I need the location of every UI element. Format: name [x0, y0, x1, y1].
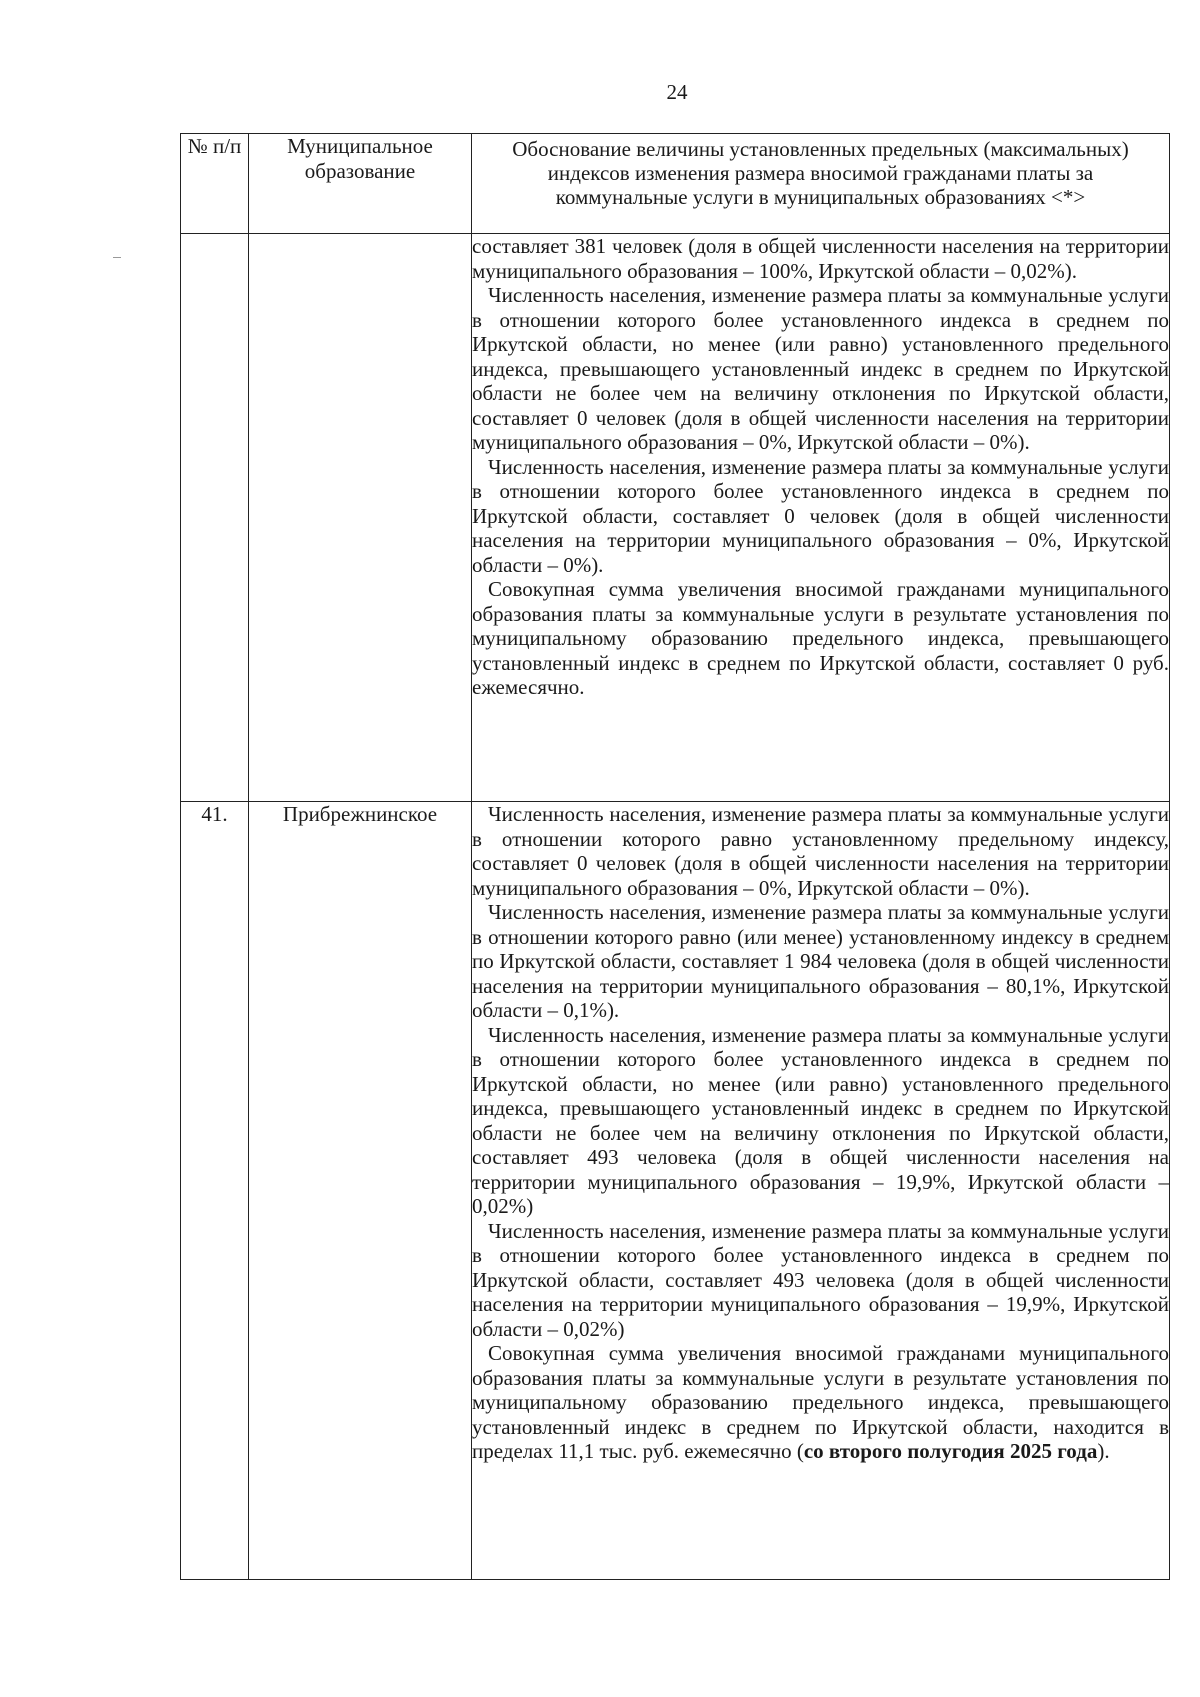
paragraph: Численность населения, изменение размера платы за коммунальные услуги в отношении которого более установленного индекса в среднем по Иркутской области, составляет 0 человек (доля в общей численности населения на территории муниципального образования – 0%, Иркутской области – 0%). — [472, 454, 1169, 577]
paragraph: составляет 381 человек (доля в общей численности населения на территории муниципального образования – 100%, Иркутской области – 0,02%). — [472, 234, 1169, 283]
table-header-row — [181, 134, 1170, 234]
row-num: 41. — [181, 802, 249, 1580]
total-text: Совокупная сумма увеличения вносимой гражданами муниципального образования платы за коммунальные услуги в результате установления по муниципальному образованию предельного индекса, превышающего установленный индекс в среднем по Иркутской области, находится в пределах 11,1 тыс. руб. ежемесячно ( — [472, 1341, 1169, 1463]
header-num: № п/п — [181, 134, 249, 234]
table-row — [181, 802, 1170, 1580]
header-justification: Обоснование величины установленных предельных (максимальных) индексов изменения размера вносимой гражданами платы за коммунальные услуги в муниципальных образованиях <*> — [472, 134, 1170, 234]
paragraph: Численность населения, изменение размера платы за коммунальные услуги в отношении которого равно установленному предельному индексу, составляет 0 человек (доля в общей численности населения на территории муниципального образования – 0%, Иркутской области – 0%). — [472, 802, 1169, 900]
total-period-bold: со второго полугодия 2025 года — [803, 1439, 1098, 1463]
paragraph-total — [472, 1341, 1169, 1464]
row-num — [181, 234, 249, 802]
paragraph: Численность населения, изменение размера платы за коммунальные услуги в отношении которого равно (или менее) установленному индексу в среднем по Иркутской области, составляет 1 984 человека (доля в общей численности населения на территории муниципального образования – 80,1%, Иркутской области – 0,1%). — [472, 900, 1169, 1022]
header-municipality: Муниципальное образование — [249, 134, 472, 234]
scan-mark — [113, 257, 121, 258]
paragraph: Численность населения, изменение размера платы за коммунальные услуги в отношении которого более установленного индекса в среднем по Иркутской области, но менее (или равно) установленного предельного индекса, превышающего установленный индекс в среднем по Иркутской области не более чем на величину отклонения по Иркутской области, составляет 493 человека (доля в общей численности населения на территории муниципального образования – 19,9%, Иркутской области – 0,02%) — [472, 1022, 1169, 1218]
paragraph: Численность населения, изменение размера платы за коммунальные услуги в отношении которого более установленного индекса в среднем по Иркутской области, но менее (или равно) установленного предельного индекса, превышающего установленный индекс в среднем по Иркутской области не более чем на величину отклонения по Иркутской области, составляет 0 человек (доля в общей численности населения на территории муниципального образования – 0%, Иркутской области – 0%). — [472, 283, 1169, 454]
justification-table — [180, 133, 1170, 1580]
paragraph: Численность населения, изменение размера платы за коммунальные услуги в отношении которого более установленного индекса в среднем по Иркутской области, составляет 493 человека (доля в общей численности населения на территории муниципального образования – 19,9%, Иркутской области – 0,02%) — [472, 1218, 1169, 1341]
row-municipality — [249, 234, 472, 802]
paragraph: Совокупная сумма увеличения вносимой гражданами муниципального образования платы за коммунальные услуги в результате установления по муниципальному образованию предельного индекса, превышающего установленный индекс в среднем по Иркутской области, составляет 0 руб. ежемесячно. — [472, 577, 1169, 699]
row-justification — [472, 802, 1170, 1580]
total-text-end: ). — [1097, 1439, 1110, 1463]
page-number: 24 — [666, 80, 688, 104]
table-row — [181, 234, 1170, 802]
row-justification — [472, 234, 1170, 802]
row-municipality: Прибрежнинское — [249, 802, 472, 1580]
